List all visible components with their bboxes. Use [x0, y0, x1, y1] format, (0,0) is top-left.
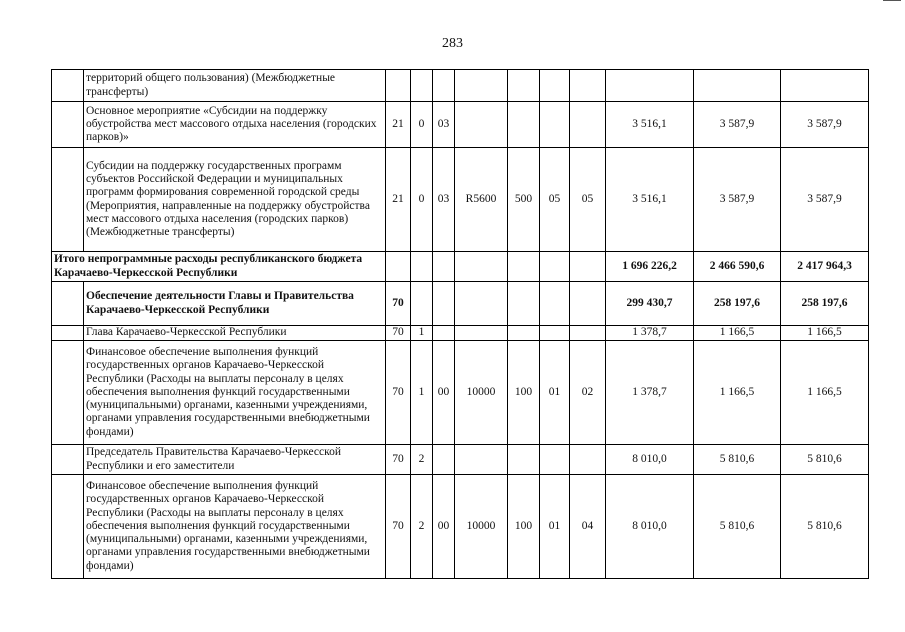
table-row [52, 282, 869, 326]
row-name: Глава Карачаево-Черкесской Республики [84, 326, 386, 341]
amount-year-2: 5 810,6 [694, 475, 781, 579]
table-row [52, 445, 869, 475]
expense-type-code: 100 [508, 475, 540, 579]
row-name: Субсидии на поддержку государственных программ субъектов Российской Федерации и муниципальных программ формирования современной городской среды (Мероприятия, направленные на поддержку обустройства мест массового отдыха населения (городских парков) (Межбюджетные трансферты) [84, 148, 386, 252]
table-row [52, 326, 869, 341]
direction-code [455, 70, 508, 102]
section-code: 01 [540, 341, 570, 445]
blank-cell [52, 475, 84, 579]
subprogram-code [411, 70, 433, 102]
subsection-code [570, 102, 606, 148]
expense-type-code: 500 [508, 148, 540, 252]
section-code: 05 [540, 148, 570, 252]
amount-year-1: 8 010,0 [606, 475, 694, 579]
amount-year-3: 5 810,6 [781, 445, 869, 475]
amount-year-1: 8 010,0 [606, 445, 694, 475]
program-code: 21 [386, 148, 411, 252]
activity-code: 03 [433, 102, 455, 148]
amount-year-3: 2 417 964,3 [781, 252, 869, 282]
activity-code: 03 [433, 148, 455, 252]
row-name: Итого непрограммные расходы республиканского бюджета Карачаево-Черкесской Республики [52, 252, 386, 282]
program-code [386, 252, 411, 282]
amount-year-3: 258 197,6 [781, 282, 869, 326]
direction-code: 10000 [455, 341, 508, 445]
program-code: 70 [386, 282, 411, 326]
activity-code: 00 [433, 341, 455, 445]
direction-code [455, 326, 508, 341]
page-number: 283 [442, 36, 463, 51]
subprogram-code: 2 [411, 445, 433, 475]
budget-table [51, 69, 869, 579]
activity-code [433, 326, 455, 341]
subsection-code: 02 [570, 341, 606, 445]
amount-year-2: 1 166,5 [694, 341, 781, 445]
blank-cell [52, 148, 84, 252]
section-code [540, 282, 570, 326]
subsection-code [570, 70, 606, 102]
blank-cell [52, 445, 84, 475]
amount-year-3: 3 587,9 [781, 102, 869, 148]
amount-year-1 [606, 70, 694, 102]
expense-type-code [508, 282, 540, 326]
section-code [540, 102, 570, 148]
activity-code [433, 445, 455, 475]
subsection-code [570, 445, 606, 475]
blank-cell [52, 282, 84, 326]
expense-type-code [508, 252, 540, 282]
row-name: территорий общего пользования) (Межбюджетные трансферты) [84, 70, 386, 102]
subprogram-code: 0 [411, 102, 433, 148]
subsection-code [570, 282, 606, 326]
blank-cell [52, 102, 84, 148]
row-name: Основное мероприятие «Субсидии на поддержку обустройства мест массового отдыха населения (городских парков)» [84, 102, 386, 148]
amount-year-2: 258 197,6 [694, 282, 781, 326]
amount-year-1: 3 516,1 [606, 148, 694, 252]
table-row [52, 148, 869, 252]
subprogram-code [411, 282, 433, 326]
row-name: Финансовое обеспечение выполнения функций государственных органов Карачаево-Черкесской Республики (Расходы на выплаты персоналу в целях обеспечения выполнения функций государственными (муниципальными) органами, казенными учреждениями, органами управления государственными внебюджетными фондами) [84, 341, 386, 445]
corner-mark [883, 0, 901, 7]
amount-year-3: 1 166,5 [781, 326, 869, 341]
expense-type-code [508, 102, 540, 148]
activity-code [433, 282, 455, 326]
amount-year-2: 3 587,9 [694, 148, 781, 252]
amount-year-2: 5 810,6 [694, 445, 781, 475]
blank-cell [52, 341, 84, 445]
direction-code [455, 445, 508, 475]
amount-year-3: 3 587,9 [781, 148, 869, 252]
amount-year-1: 1 696 226,2 [606, 252, 694, 282]
amount-year-2: 2 466 590,6 [694, 252, 781, 282]
amount-year-2: 3 587,9 [694, 102, 781, 148]
blank-cell [52, 70, 84, 102]
section-code: 01 [540, 475, 570, 579]
subprogram-code: 2 [411, 475, 433, 579]
blank-cell [52, 326, 84, 341]
table-row [52, 475, 869, 579]
amount-year-1: 299 430,7 [606, 282, 694, 326]
expense-type-code: 100 [508, 341, 540, 445]
amount-year-2 [694, 70, 781, 102]
amount-year-2: 1 166,5 [694, 326, 781, 341]
subsection-code [570, 252, 606, 282]
section-code [540, 445, 570, 475]
section-code [540, 70, 570, 102]
subprogram-code: 1 [411, 326, 433, 341]
table-row [52, 70, 869, 102]
amount-year-3: 1 166,5 [781, 341, 869, 445]
amount-year-3: 5 810,6 [781, 475, 869, 579]
program-code: 70 [386, 326, 411, 341]
activity-code: 00 [433, 475, 455, 579]
amount-year-1: 1 378,7 [606, 341, 694, 445]
table-row [52, 341, 869, 445]
row-name: Финансовое обеспечение выполнения функций государственных органов Карачаево-Черкесской Республики (Расходы на выплаты персоналу в целях обеспечения выполнения функций государственными (муниципальными) органами, казенными учреждениями, органами управления государственными внебюджетными фондами) [84, 475, 386, 579]
direction-code [455, 102, 508, 148]
expense-type-code [508, 70, 540, 102]
direction-code [455, 252, 508, 282]
subprogram-code: 0 [411, 148, 433, 252]
direction-code: R5600 [455, 148, 508, 252]
subsection-code: 05 [570, 148, 606, 252]
subsection-code: 04 [570, 475, 606, 579]
program-code: 70 [386, 341, 411, 445]
program-code: 21 [386, 102, 411, 148]
row-name: Председатель Правительства Карачаево-Черкесской Республики и его заместители [84, 445, 386, 475]
program-code: 70 [386, 445, 411, 475]
amount-year-1: 3 516,1 [606, 102, 694, 148]
amount-year-3 [781, 70, 869, 102]
section-code [540, 326, 570, 341]
activity-code [433, 252, 455, 282]
amount-year-1: 1 378,7 [606, 326, 694, 341]
subprogram-code: 1 [411, 341, 433, 445]
expense-type-code [508, 445, 540, 475]
program-code [386, 70, 411, 102]
direction-code [455, 282, 508, 326]
subsection-code [570, 326, 606, 341]
table-row [52, 102, 869, 148]
table-row [52, 252, 869, 282]
row-name: Обеспечение деятельности Главы и Правительства Карачаево-Черкесской Республики [84, 282, 386, 326]
subprogram-code [411, 252, 433, 282]
expense-type-code [508, 326, 540, 341]
activity-code [433, 70, 455, 102]
program-code: 70 [386, 475, 411, 579]
direction-code: 10000 [455, 475, 508, 579]
section-code [540, 252, 570, 282]
